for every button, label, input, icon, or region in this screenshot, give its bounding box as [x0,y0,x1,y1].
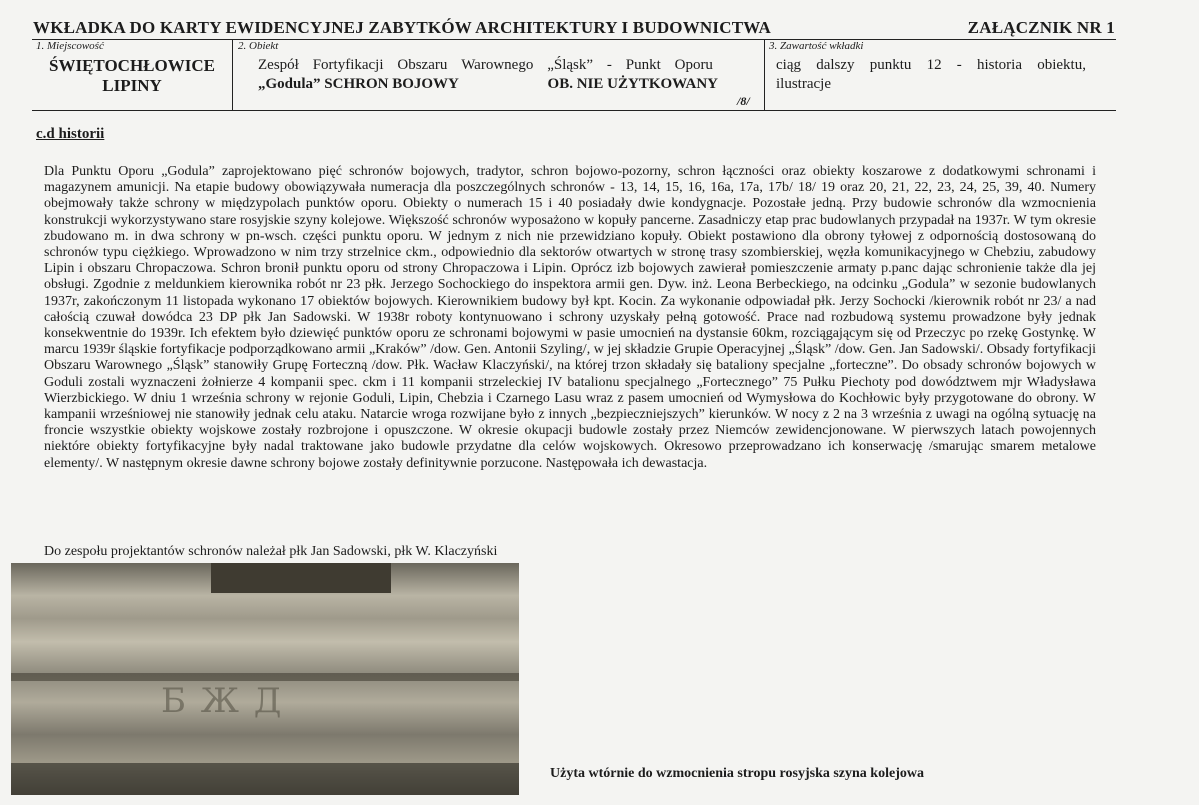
object-line-1 [258,56,713,75]
object-value [258,56,718,94]
rail-bottom-shadow [11,763,519,795]
document-header [33,18,1115,38]
photo-caption: Użyta wtórnie do wzmocnienia stropu rosyjska szyna kolejowa [550,766,924,781]
object-line-2 [258,75,718,94]
location-district: LIPINY [102,76,162,95]
header-bottom-rule [32,110,1116,111]
object-status: OB. NIE UŻYTKOWANY [547,76,718,92]
object-word: Zespół [258,57,299,73]
contents-word: punktu [869,57,912,73]
photo-dark-region [211,563,391,593]
object-word: Punkt [625,57,661,73]
section-heading: c.d historii [36,126,105,142]
object-word: Fortyfikacji [312,57,384,73]
contents-word: - [956,57,962,73]
contents-word: historia [977,57,1022,73]
location-city: ŚWIĘTOCHŁOWICE [49,56,215,75]
contents-word: dalszy [816,57,855,73]
rail-edge-shadow [11,673,519,681]
rail-photo [11,563,519,795]
object-word: - [606,57,612,73]
location-value [33,56,231,96]
contents-word: 12 [926,57,942,73]
designers-line: Do zespołu projektantów schronów należał płk Jan Sadowski, płk W. Klaczyński [44,544,498,559]
location-label: 1. Miejscowość [36,40,104,52]
history-paragraph: Dla Punktu Oporu „Godula” zaprojektowano pięć schronów bojowych, tradytor, schron bojowo-pozorny, schron łączności oraz obiekty koszarowe z dodatkowymi schronami i magazynem amunicji. Na etapie budowy obowiązywała numeracja dla poszczególnych schronów - 13, 14, 15, 16, 16a, 17a, 17b/ 18/ 19 oraz 20, 21, 22, 23, 24, 25, 39, 40. Numery obejmowały także schrony w międzypolach punktów oporu. Obiekty o numerach 15 i 40 posiadały dwie kondygnacje. Pozostałe jedną. Przy budowie schronów dla wzmocnienia konstrukcji wykorzystywano stare rosyjskie szyny kolejowe. Większość schronów wyposażono w kopuły pancerne. Zasadniczy etap prac budowlanych przypadał na 1937r. W tym okresie zbudowano m. in dwa schrony w pn-wsch. części punktu oporu. W jednym z nich nie przewidziano kopuły. Obiekt postawiono dla obrony tyłowej z odpornością dostosowaną do schronów typu ciężkiego. Wprowadzono w nim trzy strzelnice ckm., odpowiednio dla sektorów otwartych w stronę trasy szombierskiej, węzła komunikacyjnego w Chebziu, zabudowy Lipin i obszaru Chropaczowa. Schron bronił punktu oporu od strony Chropaczowa i Lipin. Oprócz izb bojowych zawierał pomieszczenie armaty p.panc dając schronienie także dla jej obsługi. Zgodnie z meldunkiem kierownika robót nr 23 płk. Jerzego Sochockiego do inspektora armii gen. Dyw. inż. Leona Berbeckiego, na odcinku „Godula” w sezonie budowlanych 1937r, zakończonym 11 listopada wykonano 17 obiektów bojowych. Kierownikiem budowy był kpt. Kocin. Za wykonanie odpowiadał płk. Jerzy Sochocki /kierownik robót nr 23/ a nad całością czuwał dowódca 23 DP płk Jan Sadowski. W 1938r roboty kontynuowano i schrony uzyskały pełną gotowość. Prace nad rozbudową systemu prowadzone były jednak konsekwentnie do 1939r. Ich efektem było dziewięć punktów oporu ze schronami bojowymi w pasie umocnień na dystansie 60km, rozciągającym się od Przeczyc po rzekę Gostynkę. W marcu 1939r śląskie fortyfikacje podporządkowano armii „Kraków” /dow. Gen. Antonii Szyling/, w jej składzie Grupie Operacyjnej „Śląsk” /dow. Gen. Jan Sadowski/. Obsady fortyfikacji Obszaru Warownego „Śląsk” stanowiły Grupę Forteczną /dow. Płk. Wacław Klaczyński/, na której trzon składały się bataliony specjalne „forteczne”. Do obsady schronów bojowych w Goduli zostali wyznaczeni żołnierze 4 kompanii spec. ckm i 11 kompanii strzeleckiej IV batalionu specjalnego „Fortecznego” 75 Pułku Piechoty pod dowództwem mjr Władysława Wierzbickiego. W dniu 1 września schrony w rejonie Goduli, Lipin, Chebzia i Czarnego Lasu wraz z pasem umocnień od Wymysłowa do Kochłowic były przygotowane do obrony. W kampanii wrześniowej nie stanowiły jednak celu ataku. Natarcie wroga rozwijane było z innych „bezpieczniejszych” kierunków. W nocy z 2 na 3 września z uwagi na ogólną sytuację na froncie wszystkie obiekty wojskowe zostały rozbrojone i opuszczone. W okresie okupacji budowle zostały przez Niemców zewidencjonowane. W pierwszych latach powojennych niektóre obiekty fortyfikacyjne były nadal traktowane jako budowle przydatne dla celów wojskowych. Okresowo przeprowadzano ich konserwację /smarując smarem metalowe elementy/. W następnym okresie dawne schrony bojowe zostały definitywnie porzucone. Następowała ich dewastacja. [44,164,1096,471]
annex-label: ZAŁĄCZNIK NR 1 [967,18,1115,37]
column-divider-1 [232,40,233,110]
contents-line-1 [776,56,1086,75]
object-number: /8/ [737,94,750,108]
contents-value [776,56,1086,94]
contents-word: obiektu, [1037,57,1086,73]
contents-label: 3. Zawartość wkładki [769,40,864,52]
object-word: Oporu [674,57,713,73]
object-label: 2. Obiekt [238,40,279,52]
header-top-rule [32,39,1116,40]
object-word: „Śląsk” [547,57,594,73]
document-title: WKŁADKA DO KARTY EWIDENCYJNEJ ZABYTKÓW ARCHITEKTURY I BUDOWNICTWA [33,18,772,37]
column-divider-2 [764,40,765,110]
object-word: Obszaru [397,57,448,73]
rail-stamp-marks: Б Ж Д [161,681,284,721]
contents-word: ciąg [776,57,801,73]
contents-line-2: ilustracje [776,76,831,92]
object-word: Warownego [461,57,534,73]
object-name: „Godula” SCHRON BOJOWY [258,76,459,92]
